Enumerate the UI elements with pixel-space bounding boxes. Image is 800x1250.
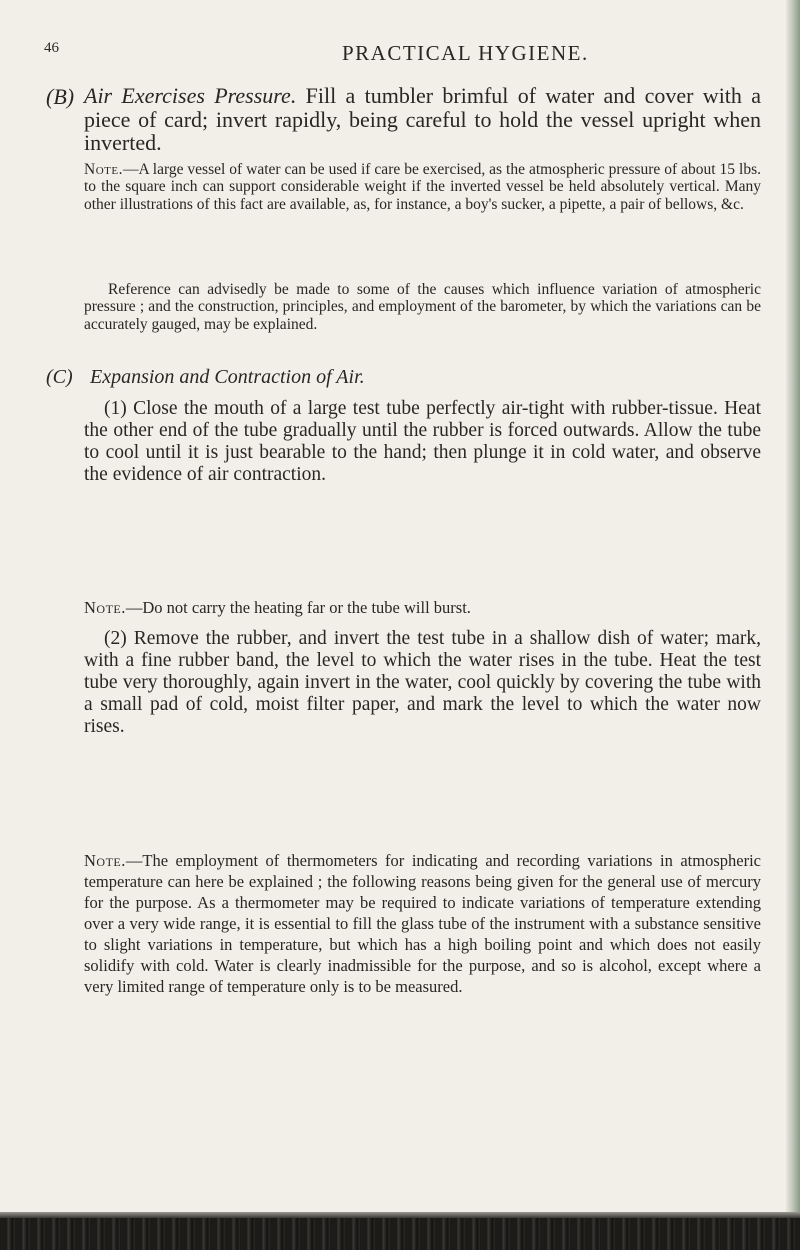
note-label: Note. — [84, 161, 123, 178]
section-b-paragraph — [84, 84, 761, 155]
section-c-note-1 — [84, 598, 761, 618]
section-c-note-2 — [84, 850, 761, 997]
note-label: Note. — [84, 851, 126, 870]
section-b-tag: (B) — [46, 84, 75, 109]
section-c-note-1-text: —Do not carry the heating far or the tube will burst. — [125, 598, 471, 617]
page-number: 46 — [44, 40, 59, 56]
section-b-title: Air Exercises Pressure. — [84, 83, 297, 108]
scan-edge-band — [0, 1212, 800, 1250]
section-c-step-1: (1) Close the mouth of a large test tube perfectly air-tight with rubber-tissue. Heat the other end of the tube gradually until the rubber is forced outwards. Allow the tube to cool until it is just bearable to the hand; then plunge it in cold water, and observe the evidence of air contraction. — [84, 398, 761, 485]
running-head: PRACTICAL HYGIENE. — [342, 41, 589, 65]
section-b-text: Fill a tumbler brimful of water and cover with a piece of card; invert rapidly, being careful to hold the vessel upright when inverted. — [84, 83, 762, 155]
section-c-title: Expansion and Contraction of Air. — [90, 366, 365, 388]
page-header — [0, 30, 800, 70]
section-c-note-2-text: —The employment of thermometers for indicating and recording variations in atmospheric temperature can here be explained ; the following reasons being given for the general use of mercury for the purpose. As a thermometer may be required to indicate variations of temperature extending over a very wide range, it is essential to fill the glass tube of the instrument with a substance sensitive to slight variations in temperature, but which has a high boiling point and which does not easily solidify with cold. Water is clearly inadmissible for the purpose, and so is alcohol, except where a very limited range of temperature only is to be measured. — [84, 851, 761, 996]
section-b-note-text: —A large vessel of water can be used if care be exercised, as the atmospheric pressure of about 15 lbs. to the square inch can support considerable weight if the inverted vessel be held absolutely vertical. Many other illustrations of this fact are available, as, for instance, a boy's sucker, a pipette, a pair of bellows, &c. — [84, 161, 761, 213]
section-c-step-2: (2) Remove the rubber, and invert the test tube in a shallow dish of water; mark, with a fine rubber band, the level to which the water rises in the tube. Heat the test tube very thoroughly, again invert in the water, cool quickly by covering the tube with a small pad of cold, moist filter paper, and mark the level to which the water now rises. — [84, 628, 761, 737]
note-label: Note. — [84, 598, 126, 617]
page-edge — [786, 0, 800, 1250]
section-b-note — [84, 161, 761, 213]
section-b-reference: Reference can advisedly be made to some of the causes which influence variation of atmospheric pressure ; and the construction, principles, and employment of the barometer, by which the variations can be accurately gauged, may be explained. — [84, 281, 761, 333]
section-c-tag: (C) — [46, 366, 73, 388]
